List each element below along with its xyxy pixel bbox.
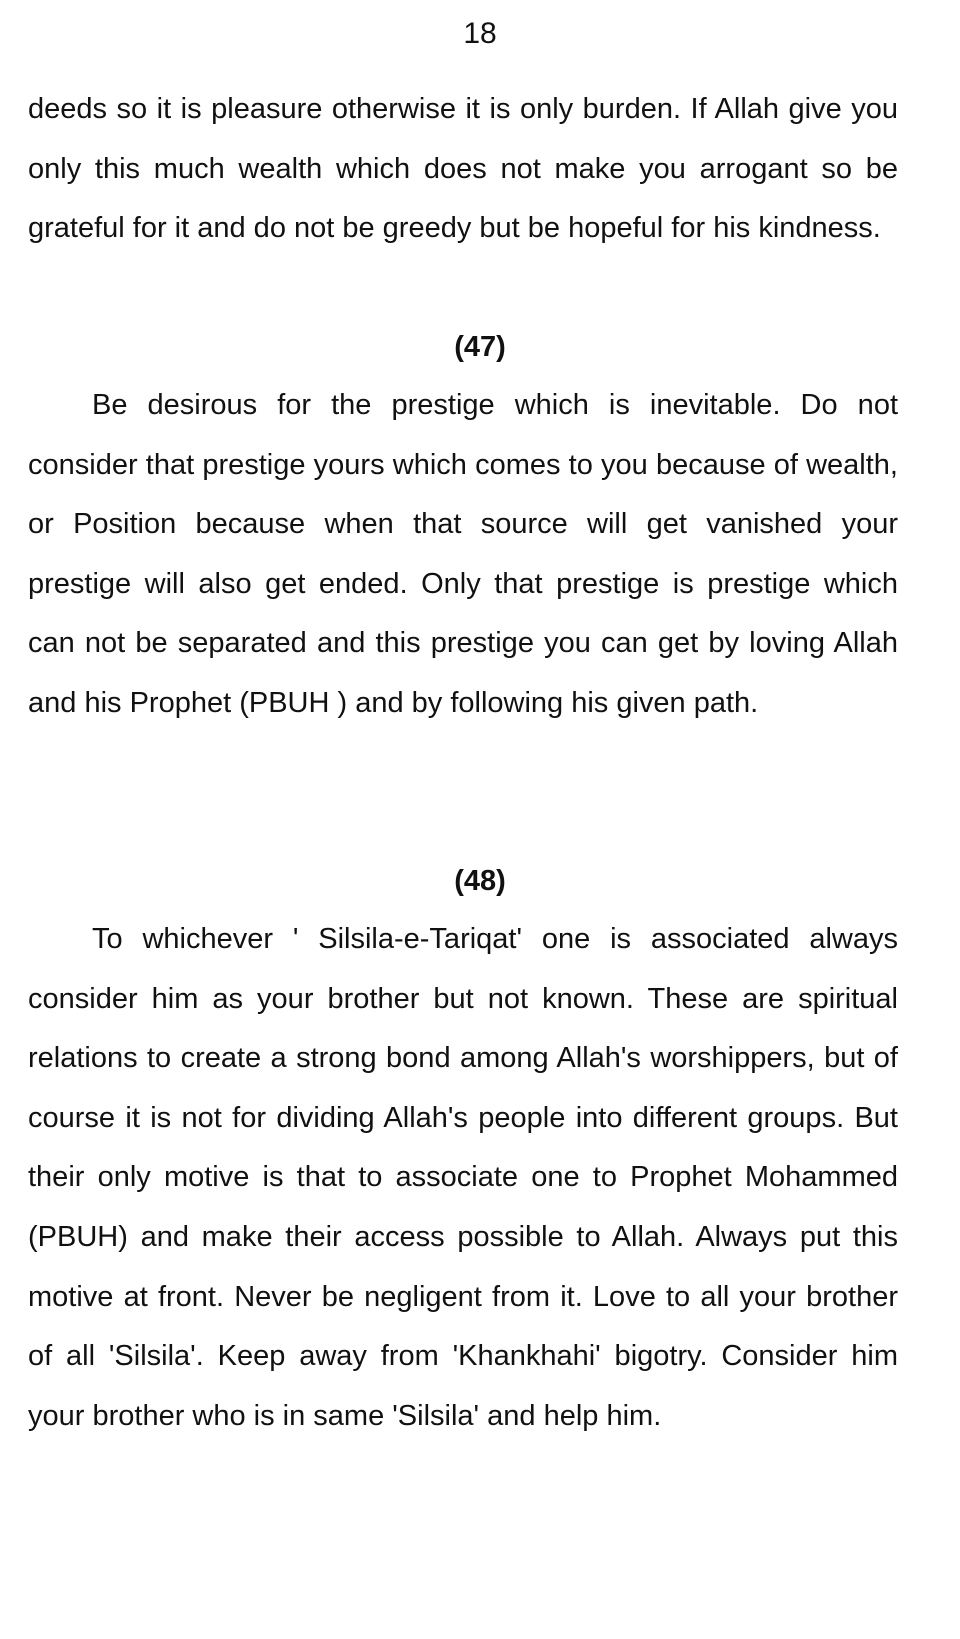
section-heading-48: (48) bbox=[454, 865, 506, 897]
paragraph-47: Be desirous for the prestige which is inevitable. Do not consider that prestige yours which comes to you because of wealth, or Position because when that source will get vanished your prestige will also get ended. Only that prestige is prestige which can not be separated and this prestige you can get by loving Allah and his Prophet (PBUH ) and by following his given path. bbox=[28, 389, 898, 719]
page-number: 18 bbox=[463, 17, 497, 50]
paragraph-48: To whichever ' Silsila-e-Tariqat' one is associated always consider him as your brother but not known. These are spiritual relations to create a strong bond among Allah's worshippers, but of course it is not for dividing Allah's people into different groups. But their only motive is that to associate one to Prophet Mohammed (PBUH) and make their access possible to Allah. Always put this motive at front. Never be negligent from it. Love to all your brother of all 'Silsila'. Keep away from 'Khankhahi' bigotry. Consider him your brother who is in same 'Silsila' and help him. bbox=[28, 923, 898, 1432]
section-heading-47: (47) bbox=[454, 331, 506, 363]
paragraph-continued: deeds so it is pleasure otherwise it is only burden. If Allah give you only this much wealth which does not make you arrogant so be grateful for it and do not be greedy but be hopeful for his kindness. bbox=[28, 93, 898, 245]
